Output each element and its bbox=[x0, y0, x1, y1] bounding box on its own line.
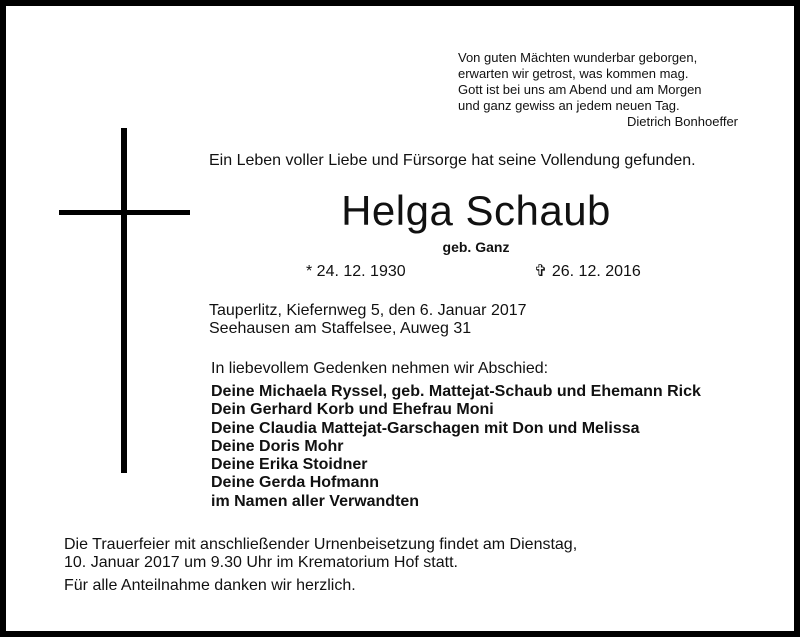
cross-vertical-bar bbox=[121, 128, 127, 473]
mourner-item: Deine Claudia Mattejat-Garschagen mit Don und Melissa bbox=[211, 419, 640, 437]
ceremony-line-1: Die Trauerfeier mit anschließender Urnenbeisetzung findet am Dienstag, bbox=[64, 536, 578, 553]
cross-horizontal-bar bbox=[59, 210, 190, 215]
farewell-intro: In liebevollem Gedenken nehmen wir Abschied: bbox=[211, 360, 549, 377]
ceremony-info bbox=[64, 536, 577, 572]
place-line-1: Tauperlitz, Kiefernweg 5, den 6. Januar 2017 bbox=[209, 302, 527, 319]
mourner-item: Deine Doris Mohr bbox=[211, 437, 344, 455]
death-date: ✞ 26. 12. 2016 bbox=[534, 263, 641, 280]
mourners-list bbox=[211, 383, 701, 511]
place-and-date bbox=[209, 302, 527, 338]
birth-date: * 24. 12. 1930 bbox=[306, 263, 406, 280]
ceremony-line-2: 10. Januar 2017 um 9.30 Uhr im Krematorium Hof statt. bbox=[64, 554, 458, 571]
intro-text: Ein Leben voller Liebe und Fürsorge hat seine Vollendung gefunden. bbox=[209, 152, 696, 169]
mourner-item: Deine Gerda Hofmann bbox=[211, 474, 380, 492]
verse-line-3: Gott ist bei uns am Abend und am Morgen bbox=[458, 82, 702, 97]
maiden-name: geb. Ganz bbox=[442, 239, 510, 255]
thanks-text: Für alle Anteilnahme danken wir herzlich. bbox=[64, 577, 356, 594]
verse-line-2: erwarten wir getrost, was kommen mag. bbox=[458, 66, 689, 81]
mourner-item: im Namen aller Verwandten bbox=[211, 492, 420, 510]
place-line-2: Seehausen am Staffelsee, Auweg 31 bbox=[209, 320, 472, 337]
deceased-name: Helga Schaub bbox=[341, 187, 611, 234]
mourner-item: Deine Michaela Ryssel, geb. Mattejat-Schaub und Ehemann Rick bbox=[211, 383, 701, 400]
verse-line-4: und ganz gewiss an jedem neuen Tag. bbox=[458, 98, 680, 113]
verse-author: Dietrich Bonhoeffer bbox=[626, 114, 738, 129]
mourner-item: Deine Erika Stoidner bbox=[211, 456, 368, 474]
bonhoeffer-verse bbox=[458, 50, 758, 130]
mourner-item: Dein Gerhard Korb und Ehefrau Moni bbox=[211, 401, 494, 419]
verse-line-1: Von guten Mächten wunderbar geborgen, bbox=[458, 50, 698, 65]
